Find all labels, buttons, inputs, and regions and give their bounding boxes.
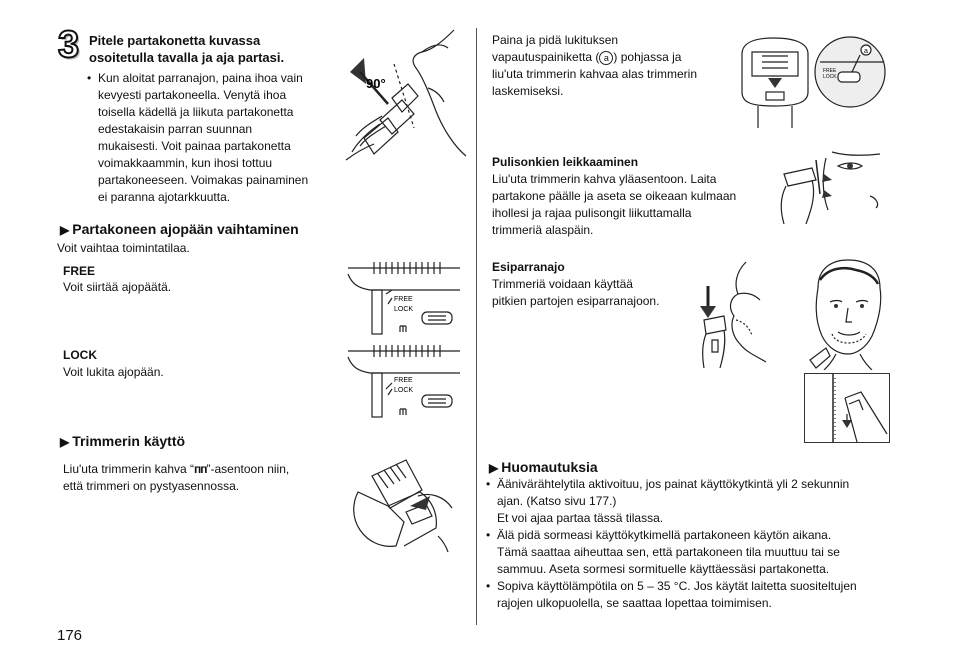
arrow-icon (410, 496, 430, 510)
bullet-line: ei paranna ajotarkkuutta. (98, 190, 231, 204)
pre-shave-side-illustration (690, 258, 780, 370)
bullet-line: voimakkaammin, kun ihosi tottuu (98, 156, 273, 170)
section-title-text: Trimmerin käyttö (72, 433, 186, 449)
sideburns-text (492, 171, 772, 239)
note-item (486, 527, 906, 578)
free-text: Voit siirtää ajopäätä. (63, 280, 172, 294)
release-text-line: liu'uta trimmerin kahvaa alas trimmerin (492, 67, 698, 81)
lock-text: Voit lukita ajopään. (63, 365, 164, 379)
note-line: rajojen ulkopuolella, se saattaa lopettaa toimimisen. (497, 596, 772, 610)
note-line: • Sopiva käyttölämpötila on 5 – 35 °C. Jos käytät laitetta suositeltujen (497, 579, 857, 593)
triangle-icon: ▶ (489, 461, 499, 475)
trimmer-text-line (63, 461, 333, 478)
bullet-line: • Kun aloitat parranajon, paina ihoa vain (98, 71, 303, 85)
release-text-line: laskemiseksi. (492, 84, 564, 98)
diagram-lock-text: LOCK (394, 306, 414, 313)
face-illustration (806, 258, 892, 370)
note-item (486, 476, 906, 527)
triangle-icon: ▶ (60, 223, 70, 237)
diagram-free-text: FREE (823, 68, 837, 74)
sideburns-text-line: trimmeriä alaspäin. (492, 223, 594, 237)
sideburns-text-line: Liu'uta trimmerin kahva yläasentoon. Laita (492, 172, 717, 186)
bullet-line: kevyesti partakoneella. Venytä ihoa (98, 88, 287, 102)
diagram-lock-text: LOCK (394, 387, 414, 394)
arrow-down-icon (842, 420, 852, 428)
trimmer-comb-icon: ᴨᴨ (194, 462, 207, 476)
release-button-illustration (738, 32, 886, 130)
pre-shave-title: Esiparranajo (492, 260, 565, 274)
section-head-change-title (60, 220, 299, 239)
notes-list (486, 476, 906, 612)
pre-shave-text (492, 276, 692, 310)
bullet-line: toisella kädellä ja liikuta partakonetta (98, 105, 294, 119)
notes-title (489, 458, 598, 477)
neck-inset-box (804, 373, 890, 443)
head-change-intro: Voit vaihtaa toimintatilaa. (57, 241, 190, 255)
release-text-line: Paina ja pidä lukituksen (492, 33, 619, 47)
section-title-text: Huomautuksia (501, 459, 598, 475)
diagram-free-text: FREE (394, 296, 413, 303)
pre-shave-text-line: pitkien partojen esiparranajoon. (492, 294, 660, 308)
release-text-part: ) pohjassa ja (613, 50, 682, 64)
note-line: sammuu. Aseta sormesi sormituelle käyttäessäsi partakonetta. (497, 562, 830, 576)
column-divider (476, 28, 477, 625)
release-text (492, 32, 737, 100)
step-number: 3 (58, 24, 80, 66)
triangle-icon: ▶ (60, 435, 70, 449)
trimmer-text-line: että trimmeri on pystyasennossa. (63, 479, 240, 493)
trimmer-text-part: Liu'uta trimmerin kahva “ (63, 462, 195, 476)
section-title-text: Partakoneen ajopään vaihtaminen (72, 221, 299, 237)
shaving-angle-illustration (344, 28, 470, 162)
sideburns-illustration (772, 150, 890, 228)
sideburns-title: Pulisonkien leikkaaminen (492, 155, 639, 169)
diagram-a-label: a (864, 48, 868, 55)
step-title-line: Pitele partakonetta kuvassa (89, 33, 261, 48)
lock-label: LOCK (63, 348, 97, 362)
lock-mode-diagram (344, 343, 462, 421)
note-line: Tämä saattaa aiheuttaa sen, että partakoneen tila muuttuu tai se (497, 545, 840, 559)
section-trimmer-title (60, 432, 185, 451)
step-title (89, 32, 339, 66)
neck-trim-illustration (805, 374, 889, 442)
note-line: • Äänivärähtelytila aktivoituu, jos painat käyttökytkintä yli 2 sekunnin (497, 477, 850, 491)
free-mode-diagram (344, 260, 462, 338)
release-text-part: vapautuspainiketta ( (492, 50, 600, 64)
trimmer-text (63, 461, 333, 495)
free-label: FREE (63, 264, 96, 278)
arrow-down-icon (700, 306, 716, 318)
diagram-free-text: FREE (394, 377, 413, 384)
note-line: Et voi ajaa partaa tässä tilassa. (497, 511, 664, 525)
angle-label: 90° (366, 76, 386, 91)
sideburns-text-line: ihollesi ja rajaa pulisongit liikuttamalla (492, 206, 692, 220)
release-text-line (492, 49, 737, 66)
trimmer-illustration (348, 456, 454, 554)
sideburns-text-line: partakone päälle ja aseta se oikeaan kulmaan (492, 189, 737, 203)
step-bullet (87, 70, 353, 206)
diagram-lock-text: LOCK (823, 74, 837, 80)
note-line: ajan. (Katso sivu 177.) (497, 494, 617, 508)
note-item (486, 578, 906, 612)
arrow-up-icon (350, 58, 366, 84)
page-number: 176 (57, 627, 83, 644)
trimmer-text-part: ”-asentoon niin, (206, 462, 290, 476)
circle-a-icon: a (599, 51, 613, 65)
bullet-line: partakoneeseen. Voimakas painaminen (98, 173, 309, 187)
bullet-line: edestakaisin parran suunnan (98, 122, 253, 136)
bullet-line: mukaisesti. Voit painaa partakonetta (98, 139, 291, 153)
step-title-line: osoitetulla tavalla ja aja partasi. (89, 50, 285, 65)
pre-shave-text-line: Trimmeriä voidaan käyttää (492, 277, 633, 291)
arrow-down-icon (768, 78, 782, 88)
note-line: • Älä pidä sormeasi käyttökytkimellä partakoneen käytön aikana. (497, 528, 832, 542)
